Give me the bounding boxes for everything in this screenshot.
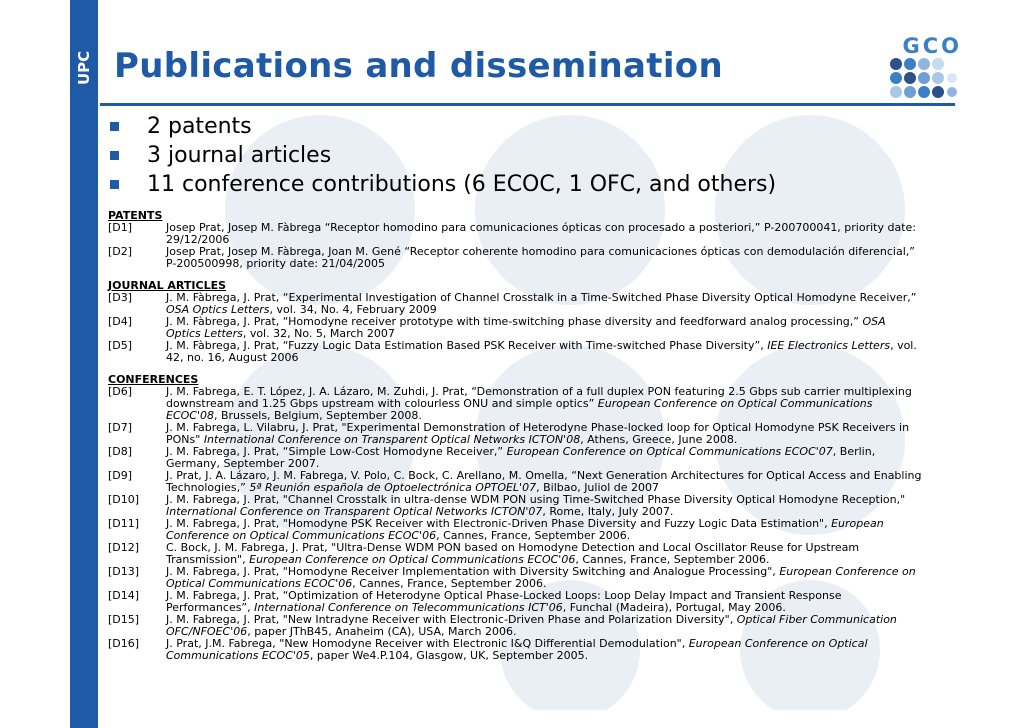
reference-item xyxy=(108,566,923,590)
reference-after: , vol. 42, no. 16, August 2006 xyxy=(166,339,917,364)
reference-item xyxy=(108,518,923,542)
reference-id: [D15] xyxy=(108,613,140,626)
reference-item xyxy=(108,542,923,566)
reference-id: [D14] xyxy=(108,589,140,602)
logo-text: GCO xyxy=(902,34,962,58)
reference-text xyxy=(166,518,923,542)
reference-id: [D10] xyxy=(108,493,140,506)
reference-id: [D1] xyxy=(108,221,133,234)
reference-after: , Bilbao, Juliol de 2007 xyxy=(536,481,660,494)
reference-id: [D7] xyxy=(108,421,133,434)
upc-label: UPC xyxy=(75,50,93,86)
reference-venue: European Conference on Optical Communications ECOC'06 xyxy=(249,553,576,566)
reference-item xyxy=(108,422,923,446)
bullet-item: 11 conference contributions (6 ECOC, 1 OFC, and others) xyxy=(110,170,776,199)
reference-id: [D12] xyxy=(108,541,140,554)
section-heading-patents: PATENTS xyxy=(108,209,163,222)
bullet-square-icon xyxy=(110,180,119,189)
reference-id: [D11] xyxy=(108,517,140,530)
reference-after: , Brussels, Belgium, September 2008. xyxy=(214,409,422,422)
reference-text xyxy=(166,470,923,494)
reference-before: J. M. Fabrega, J. Prat, "Homodyne PSK Receiver with Electronic-Driven Phase Diversity and Fuzzy Logic Data Estimation", xyxy=(166,517,832,530)
bullet-item: 2 patents xyxy=(110,112,776,141)
reference-id: [D9] xyxy=(108,469,133,482)
reference-after: , paper JThB45, Anaheim (CA), USA, March 2006. xyxy=(247,625,517,638)
reference-item xyxy=(108,246,923,270)
reference-venue: OSA Optics Letters xyxy=(166,315,886,340)
bullet-square-icon xyxy=(110,122,119,131)
reference-id: [D4] xyxy=(108,315,133,328)
reference-text xyxy=(166,292,923,316)
reference-after: , Berlin, Germany, September 2007. xyxy=(166,445,876,470)
reference-text xyxy=(166,446,923,470)
reference-item xyxy=(108,470,923,494)
section-heading-journals: JOURNAL ARTICLES xyxy=(108,279,227,292)
reference-venue: European Conference on Optical Communications ECOC'06 xyxy=(166,565,916,590)
reference-before: Josep Prat, Josep M. Fàbrega “Receptor homodino para comunicaciones ópticas con procesado a posteriori,” P-200700041, priority date: 29/12/2006 xyxy=(166,221,917,246)
reference-id: [D6] xyxy=(108,385,133,398)
reference-before: J. M. Fabrega, E. T. López, J. A. Lázaro, M. Zuhdi, J. Prat, “Demonstration of a full duplex PON featuring 2.5 Gbps sub carrier multiplexing downstream and 1.25 Gbps upstream with colourless ONU and simple optics” xyxy=(166,385,912,410)
reference-venue: European Conference on Optical Communications ECOC'06 xyxy=(166,517,884,542)
reference-after: , Cannes, France, September 2006. xyxy=(575,553,770,566)
section-gap xyxy=(108,364,923,374)
reference-venue: European Conference on Optical Communications ECOC'05 xyxy=(166,637,868,662)
reference-item xyxy=(108,316,923,340)
reference-text xyxy=(166,316,923,340)
section-gap xyxy=(108,270,923,280)
reference-item xyxy=(108,340,923,364)
reference-text xyxy=(166,638,923,662)
reference-text xyxy=(166,386,923,422)
reference-after: , vol. 32, No. 5, March 2007 xyxy=(242,327,395,340)
reference-before: Josep Prat, Josep M. Fàbrega, Joan M. Gené “Receptor coherente homodino para comunicaciones ópticas con demodulación diferencial,” P-200500998, priority date: 21/04/2005 xyxy=(166,245,915,270)
reference-id: [D16] xyxy=(108,637,140,650)
reference-before: J. M. Fàbrega, J. Prat, “Fuzzy Logic Data Estimation Based PSK Receiver with Time-switched Phase Diversity”, xyxy=(166,339,768,352)
reference-venue: 5ª Reunión española de Optoelectrónica OPTOEL'07 xyxy=(249,481,537,494)
reference-text xyxy=(166,222,923,246)
reference-item xyxy=(108,446,923,470)
reference-id: [D3] xyxy=(108,291,133,304)
reference-text xyxy=(166,590,923,614)
reference-venue: European Conference on Optical Communications ECOC'08 xyxy=(166,397,873,422)
reference-id: [D13] xyxy=(108,565,140,578)
reference-before: J. M. Fàbrega, J. Prat, “Homodyne receiver prototype with time-switching phase diversity and feedforward analog processing,” xyxy=(166,315,863,328)
section-heading-conferences: CONFERENCES xyxy=(108,373,199,386)
reference-after: , vol. 34, No. 4, February 2009 xyxy=(269,303,437,316)
side-bar xyxy=(70,0,98,728)
reference-before: J. M. Fabrega, J. Prat, "Channel Crosstalk in ultra-dense WDM PON using Time-Switched Phase Diversity Optical Homodyne Reception," xyxy=(166,493,906,506)
reference-text xyxy=(166,614,923,638)
reference-venue: International Conference on Telecommunications ICT'06 xyxy=(254,601,563,614)
reference-after: , paper We4.P.104, Glasgow, UK, September 2005. xyxy=(309,649,589,662)
reference-id: [D2] xyxy=(108,245,133,258)
bullet-square-icon xyxy=(110,151,119,160)
reference-before: J. M. Fàbrega, J. Prat, “Experimental Investigation of Channel Crosstalk in a Time-Switched Phase Diversity Optical Homodyne Receiver,” xyxy=(166,291,917,304)
reference-before: J. M. Fabrega, J. Prat, "New Intradyne Receiver with Electronic-Driven Phase and Polarization Diversity", xyxy=(166,613,737,626)
reference-before: J. M. Fabrega, L. Vilabru, J. Prat, "Experimental Demonstration of Heterodyne Phase-locked loop for Optical Homodyne PSK Receivers in PONs" xyxy=(166,421,910,446)
reference-id: [D8] xyxy=(108,445,133,458)
reference-item xyxy=(108,590,923,614)
reference-before: J. M. Fabrega, J. Prat, “Simple Low-Cost Homodyne Receiver,” xyxy=(166,445,507,458)
reference-after: , Athens, Greece, June 2008. xyxy=(580,433,738,446)
bullet-item: 3 journal articles xyxy=(110,141,776,170)
summary-bullets xyxy=(110,112,776,199)
reference-text xyxy=(166,422,923,446)
reference-venue: OSA Optics Letters xyxy=(166,303,270,316)
reference-after: , Funchal (Madeira), Portugal, May 2006. xyxy=(562,601,786,614)
reference-venue: European Conference on Optical Communications ECOC'07 xyxy=(506,445,833,458)
reference-venue: International Conference on Transparent Optical Networks ICTON'07 xyxy=(166,505,543,518)
slide-title: Publications and dissemination xyxy=(114,46,723,86)
reference-text xyxy=(166,246,923,270)
reference-venue: International Conference on Transparent Optical Networks ICTON'08 xyxy=(203,433,581,446)
reference-text xyxy=(166,340,923,364)
reference-item xyxy=(108,494,923,518)
reference-item xyxy=(108,614,923,638)
reference-venue: Optical Fiber Communication OFC/NFOEC'06 xyxy=(166,613,897,638)
reference-before: J. M. Fabrega, J. Prat, “Optimization of Heterodyne Optical Phase-Locked Loops: Loop Delay Impact and Transient Response Performances”, xyxy=(166,589,842,614)
reference-venue: IEE Electronics Letters xyxy=(767,339,891,352)
reference-after: , Rome, Italy, July 2007. xyxy=(542,505,674,518)
reference-after: , Cannes, France, September 2006. xyxy=(352,577,547,590)
reference-text xyxy=(166,494,923,518)
reference-after: , Cannes, France, September 2006. xyxy=(436,529,631,542)
reference-text xyxy=(166,542,923,566)
reference-before: J. M. Fabrega, J. Prat, "Homodyne Receiver Implementation with Diversity Switching and Analogue Processing", xyxy=(166,565,780,578)
references-list xyxy=(108,210,923,662)
reference-before: J. Prat, J.M. Fabrega, "New Homodyne Receiver with Electronic I&Q Differential Demodulation", xyxy=(166,637,689,650)
reference-item xyxy=(108,292,923,316)
reference-before: J. Prat, J. A. Lázaro, J. M. Fabrega, V. Polo, C. Bock, C. Arellano, M. Omella, “Next Generation Architectures for Optical Access and Enabling Technologies,” xyxy=(166,469,922,494)
reference-before: C. Bock, J. M. Fabrega, J. Prat, "Ultra-Dense WDM PON based on Homodyne Detection and Local Oscillator Reuse for Upstream Transmission", xyxy=(166,541,860,566)
reference-item xyxy=(108,638,923,662)
reference-item xyxy=(108,386,923,422)
reference-item xyxy=(108,222,923,246)
reference-text xyxy=(166,566,923,590)
reference-id: [D5] xyxy=(108,339,133,352)
